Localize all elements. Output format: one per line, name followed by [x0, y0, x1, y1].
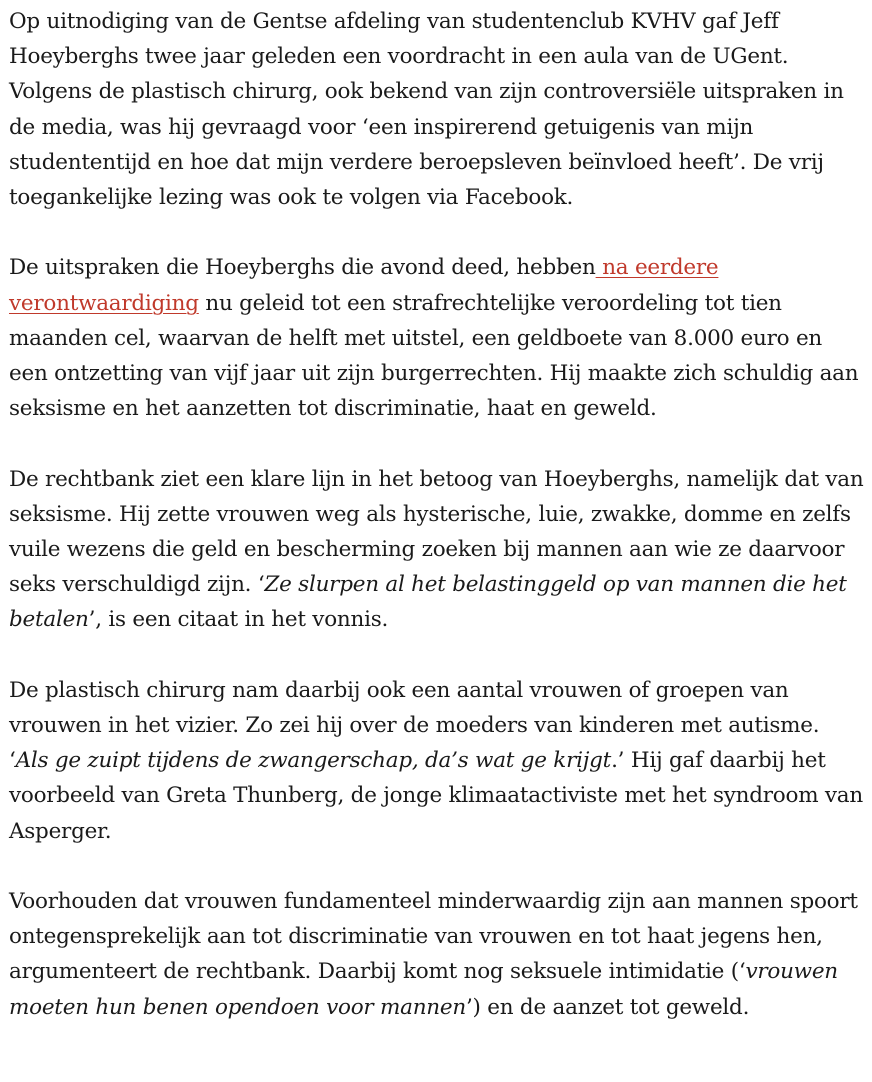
paragraph-4	[9, 673, 864, 849]
quote-belastinggeld: Ze slurpen al het belastinggeld op van mannen die het betalen	[9, 572, 847, 633]
outrage-article-link[interactable]: na eerdere verontwaardiging	[9, 255, 719, 316]
paragraph-2-text-before: De uitspraken die Hoeyberghs die avond deed, hebben	[9, 255, 596, 281]
paragraph-5-text-before: Voorhouden dat vrouwen fundamenteel minderwaardig zijn aan mannen spoort ontegensprekelijk aan tot discriminatie van vrouwen en tot haat jegens hen, argumenteert de rechtbank. Daarbij komt nog seksuele intimidatie (‘	[9, 889, 858, 985]
paragraph-3	[9, 462, 864, 638]
paragraph-4-text-after: .’ Hij gaf daarbij het voorbeeld van Greta Thunberg, de jonge klimaatactiviste met het syndroom van Asperger.	[9, 748, 863, 844]
paragraph-1: Op uitnodiging van de Gentse afdeling van studentenclub KVHV gaf Jeff Hoeyberghs twee jaar geleden een voordracht in een aula van de UGent. Volgens de plastisch chirurg, ook bekend van zijn controversiële uitspraken in de media, was hij gevraagd voor ‘een inspirerend getuigenis van mijn studententijd en hoe dat mijn verdere beroepsleven beïnvloed heeft’. De vrij toegankelijke lezing was ook te volgen via Facebook.	[9, 9, 844, 211]
paragraph-2	[9, 250, 864, 426]
paragraph-3-text-before: De rechtbank ziet een klare lijn in het betoog van Hoeyberghs, namelijk dat van seksisme. Hij zette vrouwen weg als hysterische, luie, zwakke, domme en zelfs vuile wezens die geld en bescherming zoeken bij mannen aan wie ze daarvoor seks verschuldigd zijn. ‘	[9, 466, 864, 598]
paragraph-5-text-after: ’) en de aanzet tot geweld.	[465, 994, 750, 1020]
quote-zwangerschap: Als ge zuipt tijdens de zwangerschap, da’s wat ge krijgt	[15, 748, 612, 774]
paragraph-2-text-after: nu geleid tot een strafrechtelijke veroordeling tot tien maanden cel, waarvan de helft met uitstel, een geldboete van 8.000 euro en een ontzetting van vijf jaar uit zijn burgerrechten. Hij maakte zich schuldig aan seksisme en het aanzetten tot discriminatie, haat en geweld.	[9, 290, 859, 422]
paragraph-4-text-before: De plastisch chirurg nam daarbij ook een aantal vrouwen of groepen van vrouwen in het vizier. Zo zei hij over de moeders van kinderen met autisme. ‘	[9, 677, 820, 774]
paragraph-5	[9, 884, 864, 1025]
quote-intimidatie: vrouwen moeten hun benen opendoen voor mannen	[9, 959, 838, 1020]
paragraph-3-text-after: ’, is een citaat in het vonnis.	[88, 607, 389, 633]
